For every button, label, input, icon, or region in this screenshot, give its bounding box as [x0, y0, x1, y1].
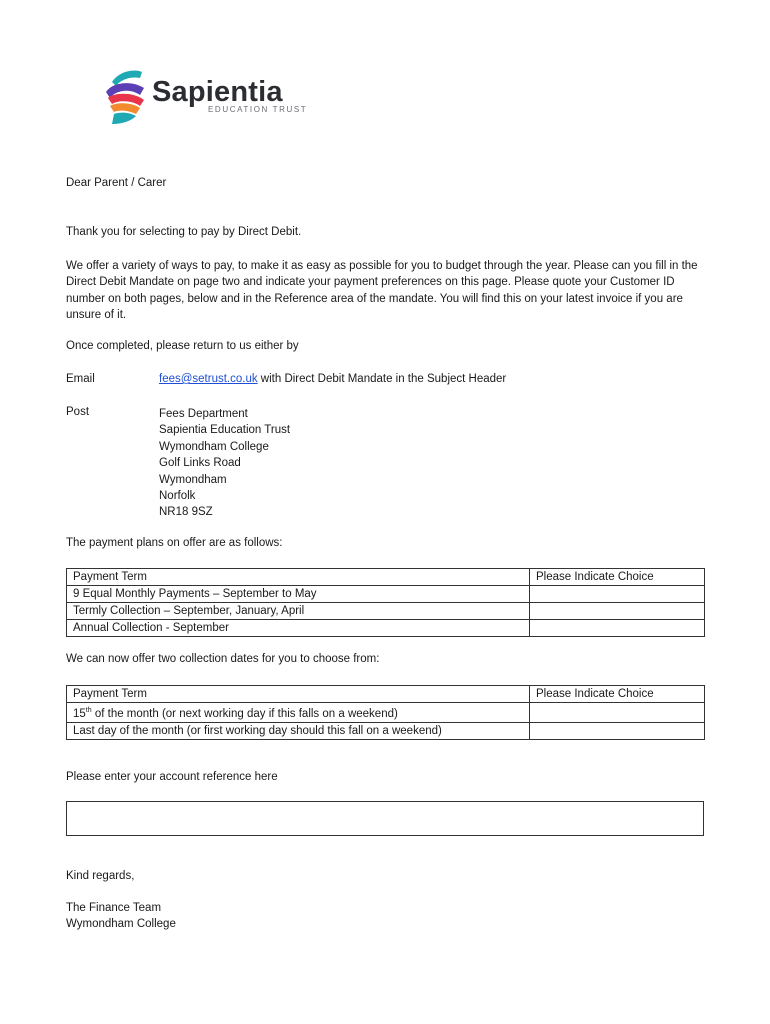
header-cell: Payment Term	[67, 686, 530, 703]
date-option-day: 15	[73, 707, 86, 720]
choice-cell[interactable]	[530, 722, 705, 739]
plan-option: Annual Collection - September	[67, 620, 530, 637]
address-line: Wymondham College	[159, 440, 269, 453]
return-intro: Once completed, please return to us either by	[66, 340, 299, 352]
address-line: NR18 9SZ	[159, 506, 213, 519]
date-option	[67, 703, 530, 723]
post-label: Post	[66, 406, 90, 418]
collection-dates-table	[66, 685, 705, 740]
header-cell: Payment Term	[67, 569, 530, 586]
email-suffix: with Direct Debit Mandate in the Subject Header	[257, 373, 507, 385]
signature-college: Wymondham College	[66, 918, 176, 930]
sapientia-logo-mark-icon	[104, 68, 150, 126]
dates-intro: We can now offer two collection dates for you to choose from:	[66, 653, 380, 665]
address-line: Norfolk	[159, 490, 196, 503]
greeting: Dear Parent / Carer	[66, 177, 167, 189]
choice-cell[interactable]	[530, 620, 705, 637]
choice-cell[interactable]	[530, 603, 705, 620]
table-row	[67, 703, 705, 723]
email-link[interactable]: fees@setrust.co.uk	[159, 373, 258, 385]
choice-cell[interactable]	[530, 703, 705, 723]
table-row	[67, 603, 705, 620]
reference-prompt: Please enter your account reference here	[66, 771, 278, 783]
address-line: Sapientia Education Trust	[159, 424, 291, 437]
header-cell: Please Indicate Choice	[530, 569, 705, 586]
table-header-row	[67, 569, 705, 586]
email-label: Email	[66, 373, 95, 385]
date-option: Last day of the month (or first working day should this fall on a weekend)	[67, 722, 530, 739]
plans-intro: The payment plans on offer are as follows:	[66, 537, 283, 549]
table-header-row	[67, 686, 705, 703]
plan-option: 9 Equal Monthly Payments – September to May	[67, 586, 530, 603]
intro-paragraph: We offer a variety of ways to pay, to make it as easy as possible for you to budget through the year. Please can you fill in the Direct Debit Mandate on page two and indicate your payment preferences on this page. Please quote your Customer ID number on both pages, below and in the Reference area of the mandate. You will find this on your latest invoice if you are unsure of it.	[66, 260, 698, 322]
table-row	[67, 620, 705, 637]
address-line: Golf Links Road	[159, 457, 241, 470]
date-option-text: of the month (or next working day if this falls on a weekend)	[91, 707, 398, 720]
signature-team: The Finance Team	[66, 902, 162, 914]
choice-cell[interactable]	[530, 586, 705, 603]
table-row	[67, 722, 705, 739]
sapientia-logo	[104, 68, 150, 129]
address-line: Wymondham	[159, 473, 227, 486]
account-reference-input[interactable]	[66, 801, 704, 836]
logo-subtitle: EDUCATION TRUST	[208, 105, 308, 114]
logo-wordmark: Sapientia	[152, 76, 283, 108]
payment-plans-table	[66, 568, 705, 637]
date-option-ordinal: th	[85, 707, 92, 714]
thanks-line: Thank you for selecting to pay by Direct Debit.	[66, 226, 302, 238]
postal-address	[159, 406, 290, 521]
plan-option: Termly Collection – September, January, April	[67, 603, 530, 620]
address-line: Fees Department	[159, 408, 248, 420]
closing: Kind regards,	[66, 870, 135, 882]
header-cell: Please Indicate Choice	[530, 686, 705, 703]
email-line	[159, 373, 506, 385]
table-row	[67, 586, 705, 603]
